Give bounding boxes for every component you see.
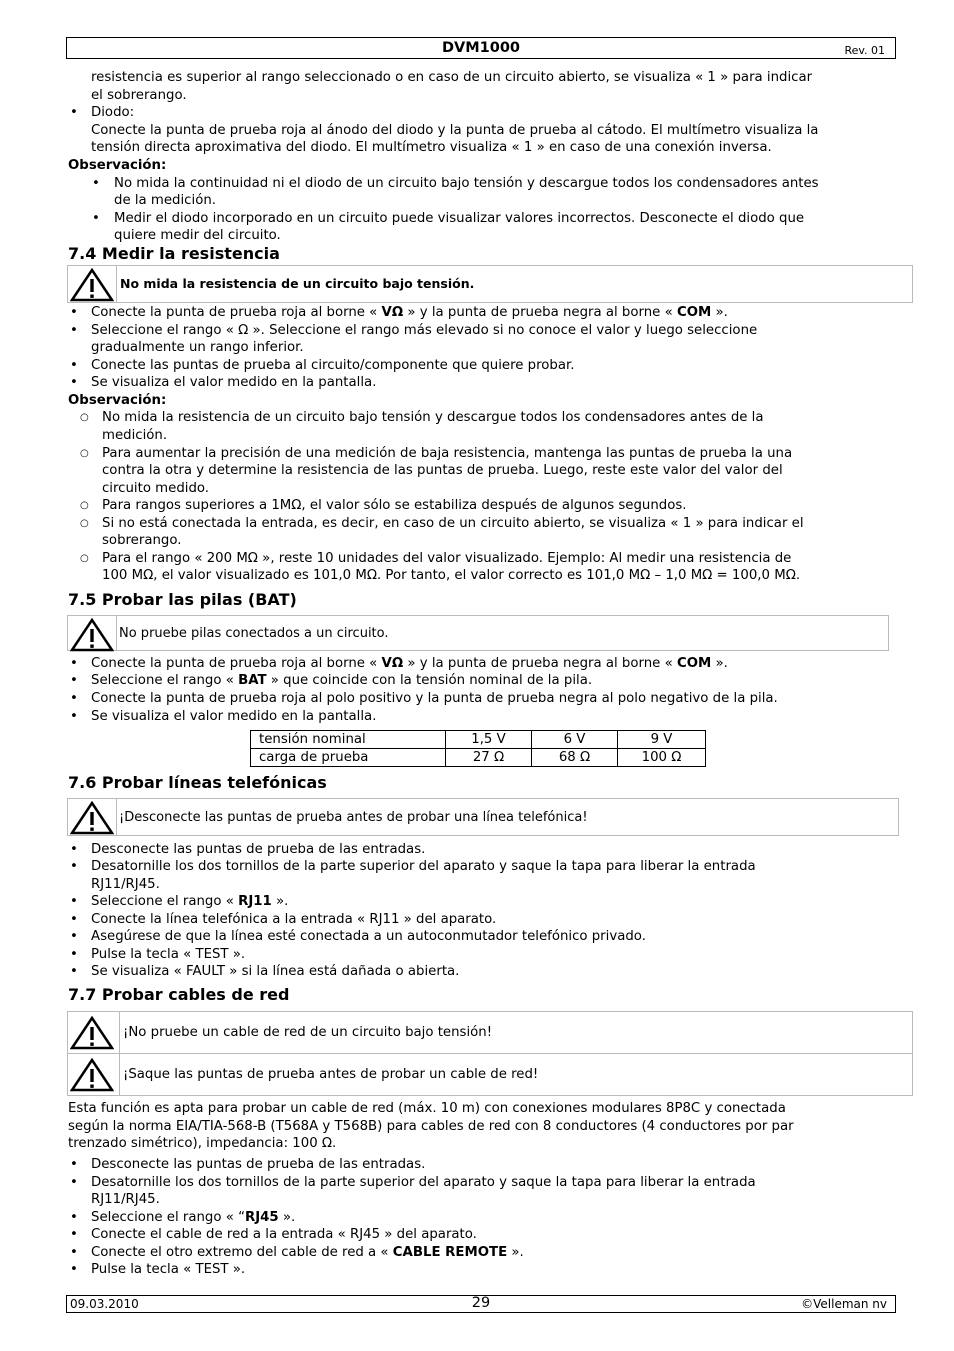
circle-bullet-icon: ○ [80, 412, 89, 423]
table-row [251, 731, 706, 749]
warning-box [67, 1011, 913, 1054]
text-line: Conecte la punta de prueba roja al borne « VΩ » y la punta de prueba negra al borne « COM ». [91, 305, 728, 320]
text-line: Pulse la tecla « TEST ». [91, 1262, 246, 1277]
text-line: resistencia es superior al rango seleccionado o en caso de un circuito abierto, se visualiza « 1 » para indicar [91, 70, 813, 85]
section-heading: 7.6 Probar líneas telefónicas [68, 773, 327, 792]
text-line: Seleccione el rango « RJ11 ». [91, 894, 289, 909]
table-cell: carga de prueba [251, 749, 446, 767]
bullet-icon: • [70, 947, 78, 962]
warning-box [67, 798, 899, 836]
text-line: contra la otra y determine la resistencia de las puntas de prueba. Luego, reste este valor del valor del [102, 463, 783, 478]
bullet-icon: • [70, 1227, 78, 1242]
text-line: Medir el diodo incorporado en un circuito puede visualizar valores incorrectos. Desconecte el diodo que [114, 211, 805, 226]
bullet-icon: • [70, 1262, 78, 1277]
text-line: medición. [102, 428, 168, 443]
bullet-icon: • [70, 842, 78, 857]
section-heading: 7.5 Probar las pilas (BAT) [68, 590, 297, 609]
bullet-icon: • [70, 375, 78, 390]
text-line: Conecte la punta de prueba roja al polo positivo y la punta de prueba negra al polo negativo de la pila. [91, 691, 778, 706]
circle-bullet-icon: ○ [80, 518, 89, 529]
footer-copyright: ©Velleman nv [801, 1297, 887, 1311]
warning-icon [70, 268, 114, 302]
text-line: RJ11/RJ45. [91, 877, 160, 892]
page-header [66, 37, 896, 59]
bullet-icon: • [70, 323, 78, 338]
text-line: de la medición. [114, 193, 216, 208]
text-line: Si no está conectada la entrada, es decir, en caso de un circuito abierto, se visualiza « 1 » para indicar el [102, 516, 804, 531]
bullet-icon: • [70, 929, 78, 944]
table-cell: 100 Ω [618, 749, 706, 767]
warning-icon [70, 1016, 114, 1050]
text-line: Conecte la punta de prueba roja al borne « VΩ » y la punta de prueba negra al borne « COM ». [91, 656, 728, 671]
bullet-icon: • [70, 358, 78, 373]
bullet-icon: • [70, 305, 78, 320]
bullet-icon: • [70, 859, 78, 874]
bullet-icon: • [70, 912, 78, 927]
text-line: Conecte el otro extremo del cable de red a « CABLE REMOTE ». [91, 1245, 524, 1260]
text-line: Desconecte las puntas de prueba de las entradas. [91, 1157, 426, 1172]
text-line: quiere medir del circuito. [114, 228, 281, 243]
warning-box [67, 1053, 913, 1096]
text-line: Esta función es apta para probar un cable de red (máx. 10 m) con conexiones modulares 8P8C y conectada [68, 1101, 786, 1116]
circle-bullet-icon: ○ [80, 500, 89, 511]
warning-box [67, 615, 889, 651]
text-line: Pulse la tecla « TEST ». [91, 947, 246, 962]
table-cell: 1,5 V [446, 731, 532, 749]
bullet-icon: • [70, 691, 78, 706]
table-row [251, 749, 706, 767]
text-line: Seleccione el rango « Ω ». Seleccione el rango más elevado si no conoce el valor y luego seleccione [91, 323, 758, 338]
battery-table [250, 730, 706, 767]
text-line: el sobrerango. [91, 88, 187, 103]
text-line: Asegúrese de que la línea esté conectada a un autoconmutador telefónico privado. [91, 929, 646, 944]
circle-bullet-icon: ○ [80, 448, 89, 459]
text-line: RJ11/RJ45. [91, 1192, 160, 1207]
text-line: según la norma EIA/TIA-568-B (T568A y T568B) para cables de red con 8 conductores (4 conductores por par [68, 1119, 794, 1134]
observation-label: Observación: [68, 158, 167, 173]
text-line: Para aumentar la precisión de una medición de baja resistencia, mantenga las puntas de prueba la una [102, 446, 793, 461]
text-line: Se visualiza el valor medido en la pantalla. [91, 709, 377, 724]
text-line: Diodo: [91, 105, 135, 120]
bullet-icon: • [70, 1175, 78, 1190]
warning-text: ¡Desconecte las puntas de prueba antes de probar una línea telefónica! [119, 810, 588, 825]
text-line: No mida la continuidad ni el diodo de un circuito bajo tensión y descargue todos los condensadores antes [114, 176, 819, 191]
section-heading: 7.7 Probar cables de red [68, 985, 290, 1004]
text-line: Para rangos superiores a 1MΩ, el valor sólo se estabiliza después de algunos segundos. [102, 498, 687, 513]
section-heading: 7.4 Medir la resistencia [68, 244, 280, 263]
warning-text: ¡Saque las puntas de prueba antes de probar un cable de red! [123, 1067, 539, 1082]
page-footer [66, 1295, 896, 1313]
table-cell: tensión nominal [251, 731, 446, 749]
warning-text: No mida la resistencia de un circuito bajo tensión. [120, 276, 475, 291]
text-line: 100 MΩ, el valor visualizado es 101,0 MΩ. Por tanto, el valor correcto es 101,0 MΩ – 1,0 MΩ = 100,0 MΩ. [102, 568, 801, 583]
bullet-icon: • [70, 1210, 78, 1225]
bullet-icon: • [70, 1245, 78, 1260]
warning-text: No pruebe pilas conectados a un circuito. [119, 626, 389, 641]
revision-label: Rev. 01 [844, 44, 885, 57]
bullet-icon: • [70, 709, 78, 724]
circle-bullet-icon: ○ [80, 553, 89, 564]
page-number: 29 [471, 1295, 491, 1311]
document-title: DVM1000 [441, 40, 521, 56]
text-line: Seleccione el rango « BAT » que coincide con la tensión nominal de la pila. [91, 673, 593, 688]
table-cell: 27 Ω [446, 749, 532, 767]
bullet-icon: • [70, 673, 78, 688]
text-line: sobrerango. [102, 533, 182, 548]
warning-box [67, 265, 913, 303]
footer-date: 09.03.2010 [70, 1297, 139, 1311]
text-line: trenzado simétrico), impedancia: 100 Ω. [68, 1136, 337, 1151]
text-line: Desatornille los dos tornillos de la parte superior del aparato y saque la tapa para liberar la entrada [91, 859, 756, 874]
text-line: Desconecte las puntas de prueba de las entradas. [91, 842, 426, 857]
text-line: Se visualiza « FAULT » si la línea está dañada o abierta. [91, 964, 460, 979]
warning-icon [70, 1058, 114, 1092]
text-line: Para el rango « 200 MΩ », reste 10 unidades del valor visualizado. Ejemplo: Al medir una resistencia de [102, 551, 792, 566]
warning-icon [70, 618, 114, 652]
bullet-icon: • [70, 656, 78, 671]
table-cell: 6 V [532, 731, 618, 749]
text-line: No mida la resistencia de un circuito bajo tensión y descargue todos los condensadores antes de la [102, 410, 764, 425]
bullet-icon: • [70, 105, 78, 120]
text-line: Seleccione el rango « “RJ45 ». [91, 1210, 296, 1225]
text-line: Conecte la línea telefónica a la entrada « RJ11 » del aparato. [91, 912, 497, 927]
warning-icon [70, 801, 114, 835]
table-cell: 68 Ω [532, 749, 618, 767]
warning-text: ¡No pruebe un cable de red de un circuito bajo tensión! [123, 1025, 493, 1040]
table-cell: 9 V [618, 731, 706, 749]
text-line: circuito medido. [102, 481, 210, 496]
text-line: Conecte la punta de prueba roja al ánodo del diodo y la punta de prueba al cátodo. El multímetro visualiza la [91, 123, 819, 138]
text-line: Conecte las puntas de prueba al circuito/componente que quiere probar. [91, 358, 575, 373]
text-line: Conecte el cable de red a la entrada « RJ45 » del aparato. [91, 1227, 477, 1242]
text-line: Desatornille los dos tornillos de la parte superior del aparato y saque la tapa para liberar la entrada [91, 1175, 756, 1190]
bullet-icon: • [92, 211, 100, 226]
observation-label: Observación: [68, 393, 167, 408]
bullet-icon: • [70, 1157, 78, 1172]
bullet-icon: • [92, 176, 100, 191]
text-line: tensión directa aproximativa del diodo. El multímetro visualiza « 1 » en caso de una conexión inversa. [91, 140, 772, 155]
bullet-icon: • [70, 894, 78, 909]
bullet-icon: • [70, 964, 78, 979]
text-line: gradualmente un rango inferior. [91, 340, 304, 355]
text-line: Se visualiza el valor medido en la pantalla. [91, 375, 377, 390]
